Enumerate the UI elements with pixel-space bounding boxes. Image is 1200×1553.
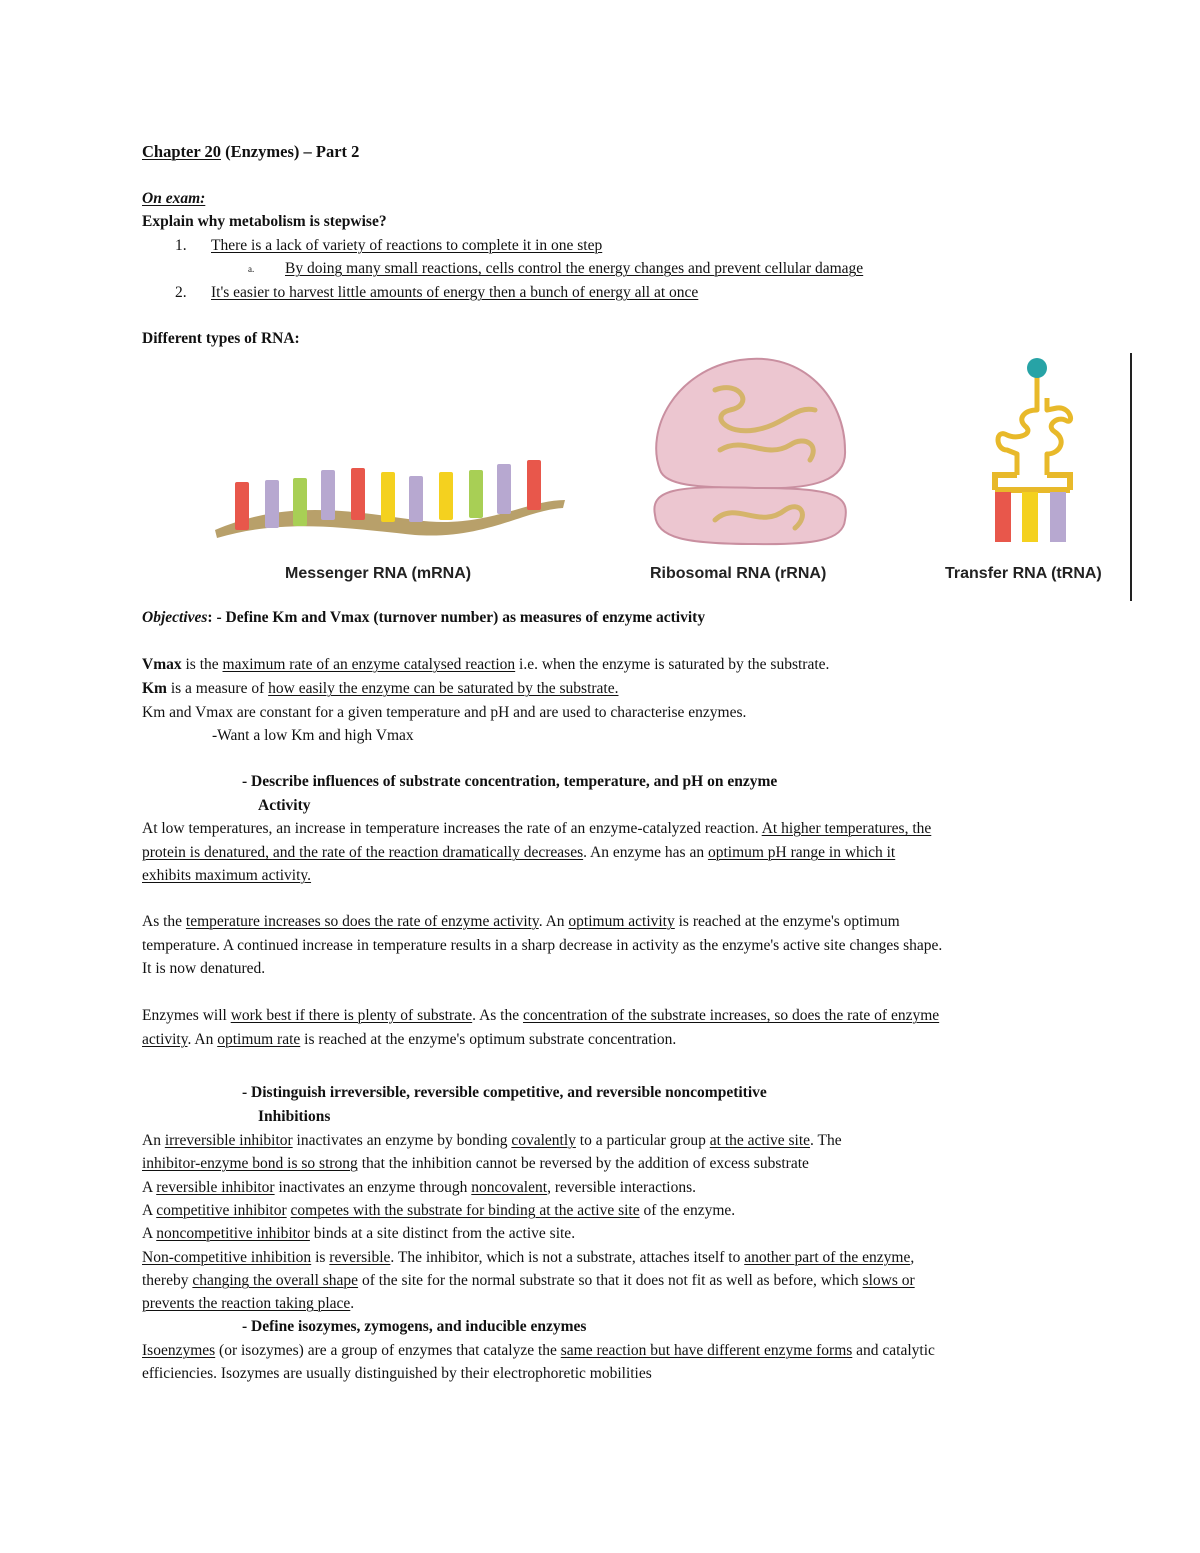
- mrna-illustration: [215, 460, 565, 538]
- margin-rule: [1130, 353, 1132, 601]
- section-heading: - Distinguish irreversible, reversible competitive, and reversible noncompetitive: [242, 1084, 767, 1101]
- anticodon-bar: [995, 492, 1011, 542]
- paragraph-line: Isoenzymes (or isozymes) are a group of enzymes that catalyze the same reaction but have different enzyme forms and catalytic: [142, 1342, 935, 1359]
- nucleotide-bar: [235, 482, 249, 530]
- trna-arm: [995, 475, 1070, 490]
- paragraph-line: At low temperatures, an increase in temperature increases the rate of an enzyme-catalyzed reaction. At higher temperatures, the: [142, 820, 932, 837]
- nucleotide-bar: [439, 472, 453, 520]
- mrna-caption: Messenger RNA (mRNA): [285, 565, 472, 582]
- objectives-line: Objectives: - Define Km and Vmax (turnover number) as measures of enzyme activity: [142, 609, 706, 626]
- rna-heading: Different types of RNA:: [142, 330, 300, 347]
- page-title: Chapter 20 (Enzymes) – Part 2: [142, 142, 360, 161]
- exam-question: Explain why metabolism is stepwise?: [142, 213, 387, 230]
- vmax-definition: Vmax is the maximum rate of an enzyme catalysed reaction i.e. when the enzyme is saturated by the substrate.: [142, 656, 830, 673]
- list-number: 1.: [175, 237, 187, 254]
- nucleotide-bar: [265, 480, 279, 528]
- list-item: It's easier to harvest little amounts of energy then a bunch of energy all at once: [211, 284, 699, 301]
- trna-caption: Transfer RNA (tRNA): [945, 565, 1102, 582]
- ribosome-large-subunit: [656, 359, 845, 489]
- paragraph-line: Enzymes will work best if there is plenty of substrate. As the concentration of the substrate increases, so does the rate of enzyme: [142, 1007, 940, 1024]
- rrna-illustration: [654, 359, 845, 544]
- paragraph-line: protein is denatured, and the rate of the reaction dramatically decreases. An enzyme has an optimum pH range in which it: [142, 844, 896, 861]
- trna-illustration: [995, 358, 1071, 542]
- section-heading: - Describe influences of substrate concentration, temperature, and pH on enzyme: [242, 773, 778, 790]
- chapter-link: Chapter 20: [142, 142, 221, 161]
- paragraph-line: Non-competitive inhibition is reversible. The inhibitor, which is not a substrate, attaches itself to another part of the enzyme,: [142, 1249, 915, 1266]
- section-heading: Activity: [258, 797, 311, 814]
- paragraph-line: An irreversible inhibitor inactivates an enzyme by bonding covalently to a particular group at the active site. The: [142, 1132, 842, 1149]
- nucleotide-bar: [469, 470, 483, 518]
- paragraph-line: thereby changing the overall shape of the site for the normal substrate so that it does not fit as well as before, which slows or: [142, 1272, 915, 1289]
- paragraph-line: A competitive inhibitor competes with the substrate for binding at the active site of the enzyme.: [142, 1202, 736, 1219]
- paragraph-line: efficiencies. Isozymes are usually distinguished by their electrophoretic mobilities: [142, 1365, 652, 1382]
- paragraph-line: temperature. A continued increase in temperature results in a sharp decrease in activity as the enzyme's active site changes shape.: [142, 937, 943, 954]
- nucleotide-bar: [293, 478, 307, 526]
- rrna-caption: Ribosomal RNA (rRNA): [650, 565, 827, 582]
- paragraph-line: inhibitor-enzyme bond is so strong that the inhibition cannot be reversed by the addition of excess substrate: [142, 1155, 809, 1172]
- nucleotide-bar: [497, 464, 511, 514]
- paragraph-line: As the temperature increases so does the rate of enzyme activity. An optimum activity is reached at the enzyme's optimum: [142, 913, 900, 930]
- exam-label: On exam:: [142, 190, 206, 207]
- paragraph-line: A noncompetitive inhibitor binds at a site distinct from the active site.: [142, 1225, 576, 1242]
- section-heading: Inhibitions: [258, 1108, 331, 1125]
- want-note: -Want a low Km and high Vmax: [212, 727, 414, 744]
- paragraph-line: prevents the reaction taking place.: [142, 1295, 355, 1312]
- list-number: 2.: [175, 284, 187, 301]
- paragraph-line: activity. An optimum rate is reached at the enzyme's optimum substrate concentration.: [142, 1031, 677, 1048]
- nucleotide-bar: [381, 472, 395, 522]
- paragraph-line: It is now denatured.: [142, 960, 266, 977]
- km-vmax-note: Km and Vmax are constant for a given temperature and pH and are used to characterise enzymes.: [142, 704, 747, 721]
- paragraph-line: exhibits maximum activity.: [142, 867, 312, 884]
- nucleotide-bar: [409, 476, 423, 522]
- nucleotide-bar: [321, 470, 335, 520]
- list-subitem: By doing many small reactions, cells control the energy changes and prevent cellular damage: [285, 260, 864, 277]
- nucleotide-bar: [351, 468, 365, 520]
- trna-loops: [998, 398, 1071, 475]
- section-heading: - Define isozymes, zymogens, and inducible enzymes: [242, 1318, 587, 1335]
- anticodon-bar: [1050, 492, 1066, 542]
- anticodon-bar: [1022, 492, 1038, 542]
- trna-amino-acid: [1027, 358, 1047, 378]
- paragraph-line: A reversible inhibitor inactivates an enzyme through noncovalent, reversible interactions.: [142, 1179, 696, 1196]
- list-item: There is a lack of variety of reactions to complete it in one step: [211, 237, 603, 254]
- nucleotide-bar: [527, 460, 541, 510]
- list-letter: a.: [248, 264, 255, 274]
- km-definition: Km is a measure of how easily the enzyme can be saturated by the substrate.: [142, 680, 619, 697]
- rna-figure: [195, 350, 1140, 605]
